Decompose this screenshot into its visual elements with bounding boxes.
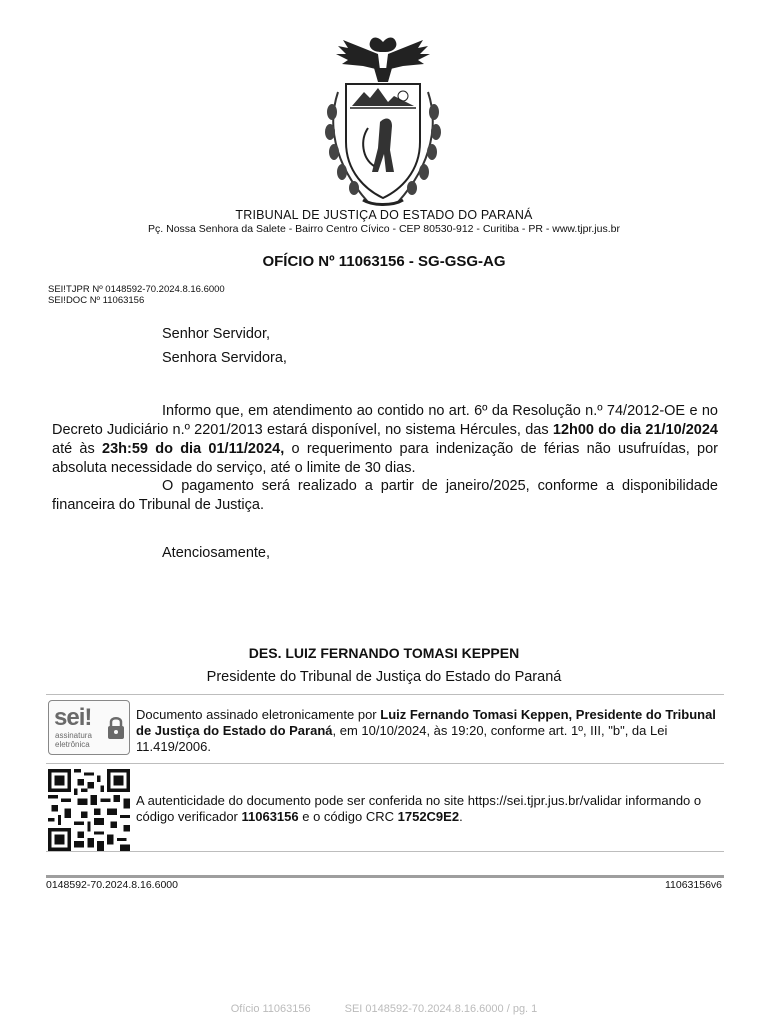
document-title: OFÍCIO Nº 11063156 - SG-GSG-AG [262,253,506,270]
divider [46,763,724,764]
signature-statement: Documento assinado eletronicamente por Luiz Fernando Tomasi Keppen, Presidente do Tribunal de Justiça do Estado do Paraná, em 10/10/2024, às 19:20, conforme art. 1º, III, "b", da Lei 11.419/2006. [136,707,716,754]
paragraph-1: Informo que, em atendimento ao contido no art. 6º da Resolução n.º 74/2012-OE e no Decreto Judiciário n.º 2201/2013 estará disponível, no sistema Hércules, das 12h00 do dia 21/10/2024 até às 23h:59 do dia 01/11/2024, o requerimento para indenização de férias não usufruídas, por absoluta necessidade do serviço, até o limite de 30 dias. [52,403,719,476]
divider [46,694,724,695]
coat-of-arms-icon [308,32,458,210]
closing: Atenciosamente, [162,545,271,561]
organization-address: Pç. Nossa Senhora da Salete - Bairro Centro Cívico - CEP 80530-912 - Curitiba - PR - www.tjpr.jus.br [148,223,620,235]
seal-caption: assinatura eletrônica [55,731,92,749]
paragraph-2: O pagamento será realizado a partir de janeiro/2025, conforme a disponibilidade financeira do Tribunal de Justiça. [52,478,718,513]
footer-process-number: 0148592-70.2024.8.16.6000 [46,879,178,891]
footer-doc-version: 11063156v6 [664,879,722,891]
divider [46,851,724,852]
lock-icon [106,715,126,741]
seal-logo-text: sei! [54,704,92,731]
qr-code-icon[interactable] [48,769,130,851]
signer-name: DES. LUIZ FERNANDO TOMASI KEPPEN [248,645,520,661]
page-footer: Ofício 11063156 SEI 0148592-70.2024.8.16.6000 / pg. 1 [230,1003,538,1015]
sei-signature-seal [48,700,130,755]
organization-name: TRIBUNAL DE JUSTIÇA DO ESTADO DO PARANÁ [235,208,533,222]
sei-process-reference: SEI!TJPR Nº 0148592-70.2024.8.16.6000 [48,284,225,295]
signer-role: Presidente do Tribunal de Justiça do Estado do Paraná [206,669,562,685]
authenticity-statement: A autenticidade do documento pode ser conferida no site https://sei.tjpr.jus.br/validar informando o código verificador 11063156 e o código CRC 1752C9E2. [136,793,702,824]
salutation-1: Senhor Servidor, [162,326,271,342]
footer-divider [46,875,724,878]
sei-doc-reference: SEI!DOC Nº 11063156 [48,295,145,306]
salutation-2: Senhora Servidora, [162,350,287,366]
